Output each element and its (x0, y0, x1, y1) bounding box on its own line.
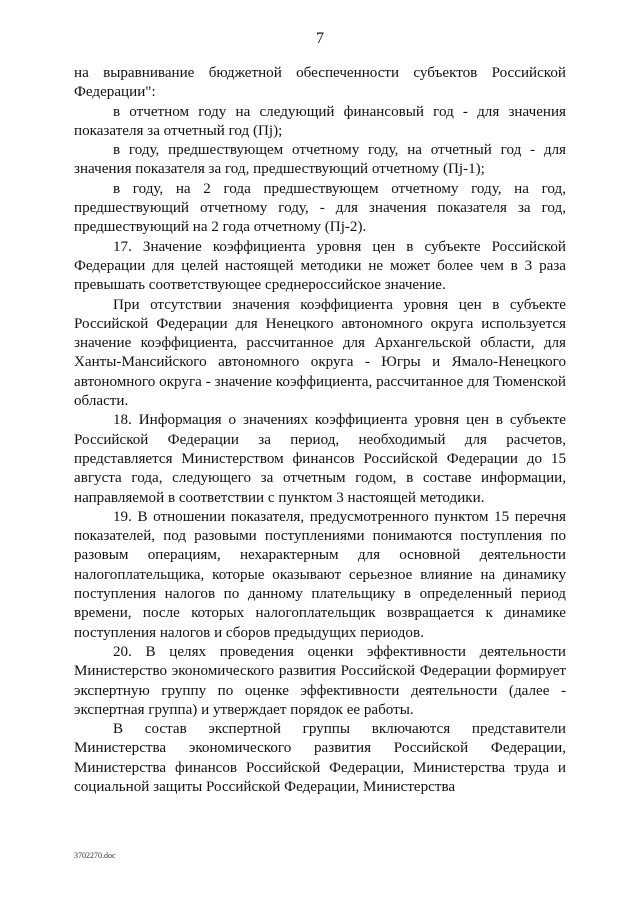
paragraph-reporting-year: в отчетном году на следующий финансовый год - для значения показателя за отчетный год (Пj); (74, 103, 566, 139)
paragraph-item-19: 19. В отношении показателя, предусмотренного пунктом 15 перечня показателей, под разовыми поступлениями понимаются поступления по разовым операциям, нехарактерным для основной деятельности налогоплательщика, которые оказывают серьезное влияние на динамику поступления налогов по данному плательщику в определенный период времени, после которых налогоплательщик возвращается к динамике поступления налогов и сборов предыдущих периодов. (74, 508, 566, 641)
paragraph-item-17: 17. Значение коэффициента уровня цен в субъекте Российской Федерации для целей настоящей методики не может более чем в 3 раза превышать соответствующее среднероссийское значение. (74, 238, 566, 294)
paragraph-item-20: 20. В целях проведения оценки эффективности деятельности Министерство экономического развития Российской Федерации формирует экспертную группу по оценке эффективности деятельности (далее - экспертная группа) и утверждает порядок ее работы. (74, 643, 566, 718)
paragraph-previous-year: в году, предшествующем отчетному году, на отчетный год - для значения показателя за год, предшествующий отчетному (Пj-1); (74, 142, 566, 178)
paragraph-item-18: 18. Информация о значениях коэффициента уровня цен в субъекте Российской Федерации за период, необходимый для расчетов, представляется Министерством финансов Российской Федерации до 15 августа года, следующего за отчетным годом, в составе информации, направляемой в соответствии с пунктом 3 настоящей методики. (74, 412, 566, 506)
document-body (74, 64, 566, 797)
paragraph-two-years-prior: в году, на 2 года предшествующем отчетному году, на год, предшествующий отчетному году, - для значения показателя за год, предшествующий на 2 года отчетному (Пj-2). (74, 180, 566, 236)
paragraph-expert-group: В состав экспертной группы включаются представители Министерства экономического развития Российской Федерации, Министерства финансов Российской Федерации, Министерства труда и социальной защиты Российской Федерации, Министерства (74, 721, 566, 795)
page-number: 7 (316, 30, 324, 47)
paragraph-item-17-note: При отсутствии значения коэффициента уровня цен в субъекте Российской Федерации для Ненецкого автономного округа используется значение коэффициента, рассчитанное для Архангельской области, для Ханты-Мансийского автономного округа - Югры и Ямало-Ненецкого автономного округа - значение коэффициента, рассчитанное для Тюменской области. (74, 296, 566, 410)
paragraph-continuation: на выравнивание бюджетной обеспеченности субъектов Российской Федерации": (74, 65, 566, 101)
document-footer: 3702270.doc (74, 851, 116, 860)
